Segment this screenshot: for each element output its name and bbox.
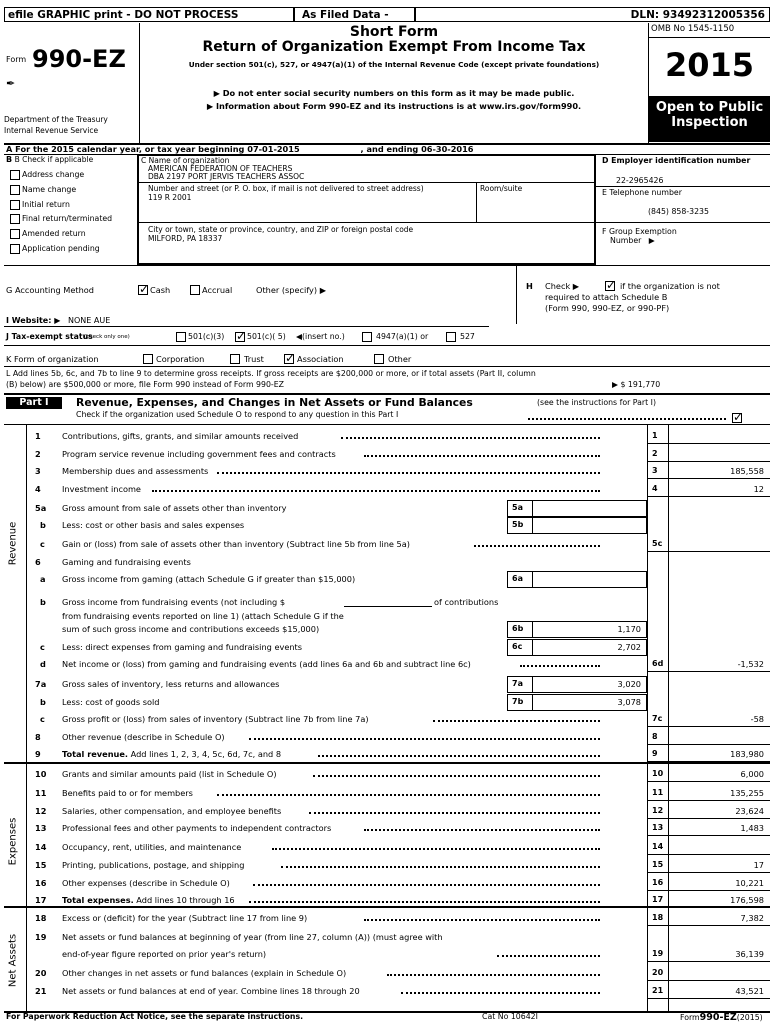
gross-receipts-line-2: (B) below) are $500,000 or more, file Form 990 instead of Form 990-EZ — [6, 380, 285, 389]
box-rule-27 — [647, 980, 770, 981]
box-number-21: 21 — [652, 986, 664, 995]
address-change-label: Address change — [22, 170, 85, 179]
sub-div-6c — [532, 639, 533, 656]
amount-13[interactable]: 1,483 — [740, 823, 764, 833]
leader-dots-17 — [313, 768, 600, 777]
open-public-label: Open to Public — [655, 100, 764, 115]
form-id-block — [4, 23, 139, 143]
association-checkbox[interactable] — [284, 354, 294, 364]
application-pending-checkbox[interactable] — [10, 244, 20, 254]
amended-return-label: Amended return — [22, 229, 86, 238]
501c-checkbox[interactable] — [235, 332, 245, 342]
line-number-22: 15 — [35, 860, 47, 870]
phone-value[interactable]: (845) 858-3235 — [648, 207, 709, 216]
line-number-9: b — [40, 597, 46, 607]
leader-dots-19 — [309, 805, 600, 814]
box-number-12: 12 — [652, 806, 664, 815]
address-change-checkbox[interactable] — [10, 170, 20, 180]
amount-19[interactable]: 36,139 — [735, 949, 764, 959]
line-number-7: 6 — [35, 557, 41, 567]
box-rule-21 — [647, 854, 770, 855]
final-return-checkbox[interactable] — [10, 214, 20, 224]
form-number: 990-EZ — [32, 45, 126, 73]
info-note: ▶ Information about Form 990-EZ and its instructions is at www.irs.gov/form990. — [206, 101, 582, 111]
sub-box-5a — [507, 500, 647, 517]
leader-dots-15 — [249, 731, 600, 740]
box-number-1: 1 — [652, 431, 658, 440]
line-label-26: Net assets or fund balances at beginning of year (from line 27, column (A)) (must agree with — [62, 932, 443, 942]
group-number-label: Number ▶ — [610, 236, 655, 245]
amended-return-checkbox[interactable] — [10, 229, 20, 239]
tax-year-begin: A For the 2015 calendar year, or tax year beginning 07-01-2015 — [6, 144, 300, 154]
street-label: Number and street (or P. O. box, if mail is not delivered to street address) — [148, 184, 424, 193]
box-number-5c: 5c — [652, 539, 663, 548]
line-label2-9: from fundraising events reported on line 1) (attach Schedule G if the — [62, 611, 344, 621]
form-prefix: Form — [6, 55, 27, 64]
tax-year: 2015 — [664, 46, 755, 84]
box-number-15: 15 — [652, 860, 664, 869]
accrual-label: Accrual — [202, 285, 233, 295]
leader-dots-23 — [253, 877, 600, 886]
box-rule-24 — [647, 907, 770, 908]
leader-dots-25 — [364, 912, 600, 921]
line-label-22: Printing, publications, postage, and shipping — [62, 860, 245, 870]
sub-amount-7b[interactable]: 3,078 — [617, 697, 641, 707]
box-rule-6 — [647, 551, 770, 552]
box-number-3: 3 — [652, 466, 658, 475]
part-i-tag: Part I — [6, 397, 62, 409]
line-number-25: 18 — [35, 913, 47, 923]
other-org-checkbox[interactable] — [374, 354, 384, 364]
amount-9[interactable]: 183,980 — [730, 749, 764, 759]
line-label-2: Membership dues and assessments — [62, 466, 209, 476]
line-number-24: 17 — [35, 895, 47, 905]
revenue-side-label: Revenue — [7, 521, 19, 566]
part-i-title-note: (see the instructions for Part I) — [537, 398, 656, 407]
leader-dots-20 — [364, 822, 600, 831]
box-number-18: 18 — [652, 913, 664, 922]
sub-amount-7a[interactable]: 3,020 — [617, 679, 641, 689]
leader-dots-0 — [341, 430, 600, 439]
filed-label: As Filed Data - — [302, 9, 389, 21]
paperwork-notice: For Paperwork Reduction Act Notice, see the separate instructions. — [6, 1012, 304, 1021]
line-label-6: Gain or (loss) from sale of assets other than inventory (Subtract line 5b from line 5a) — [62, 539, 410, 549]
line-label-15: Other revenue (describe in Schedule O) — [62, 732, 225, 742]
line-label-27: Other changes in net assets or fund balances (explain in Schedule O) — [62, 968, 347, 978]
amount-21[interactable]: 43,521 — [735, 986, 764, 996]
box-rule-28 — [647, 998, 770, 999]
schedule-o-checkbox[interactable] — [732, 413, 742, 423]
line-number-27: 20 — [35, 968, 47, 978]
leader-dots-24 — [249, 894, 600, 903]
box-rule-23 — [647, 890, 770, 891]
leader-dots-2 — [217, 465, 600, 474]
line-label-b-9: of contributions — [434, 597, 499, 607]
sub-div-6b — [532, 621, 533, 638]
trust-checkbox[interactable] — [230, 354, 240, 364]
net-assets-side-label: Net Assets — [7, 933, 19, 988]
4947-label: 4947(a)(1) or — [376, 332, 429, 341]
line-number-26: 19 — [35, 932, 47, 942]
box-rule-3 — [647, 496, 770, 497]
box-number-11: 11 — [652, 788, 664, 797]
line-label-1: Program service revenue including government fees and contracts — [62, 449, 336, 459]
website-value[interactable]: NONE AUE — [68, 316, 111, 325]
city-label: City or town, state or province, country, and ZIP or foreign postal code — [148, 225, 414, 234]
line-number-23: 16 — [35, 878, 47, 888]
527-label: 527 — [460, 332, 475, 341]
box-rule-2 — [647, 478, 770, 479]
amount-17[interactable]: 176,598 — [730, 895, 764, 905]
leader-dots-3 — [152, 483, 600, 492]
line-label-25: Excess or (deficit) for the year (Subtract line 17 from line 9) — [62, 913, 308, 923]
box-number-6d: 6d — [652, 659, 664, 668]
line-number-1: 2 — [35, 449, 41, 459]
other-method-label: Other (specify) ▶ — [256, 285, 326, 295]
sub-number-6c: 6c — [512, 642, 523, 651]
final-return-label: Final return/terminated — [22, 214, 113, 223]
gross-receipts-line-1: L Add lines 5b, 6c, and 7b to line 9 to determine gross receipts. If gross receipts are $200,000 or more, or if total assets (Part II, column — [6, 369, 536, 378]
box-number-13: 13 — [652, 823, 664, 832]
application-pending-label: Application pending — [22, 244, 100, 253]
line-number-19: 12 — [35, 806, 47, 816]
box-rule-20 — [647, 835, 770, 836]
line-number-6: c — [40, 539, 45, 549]
line-number-14: c — [40, 714, 45, 724]
501c3-label: 501(c)(3) — [188, 332, 225, 341]
line-number-21: 14 — [35, 842, 47, 852]
sub-number-5a: 5a — [512, 503, 523, 512]
name-change-checkbox[interactable] — [10, 185, 20, 195]
box-number-2: 2 — [652, 449, 658, 458]
association-label: Association — [297, 354, 344, 364]
leader-dots-1 — [364, 448, 600, 457]
line-label-24: Total expenses. Add lines 10 through 16 — [62, 895, 235, 905]
group-exemption-label: F Group Exemption — [602, 227, 677, 236]
schedule-o-check-line: Check if the organization used Schedule O to respond to any question in this Part I — [76, 410, 399, 419]
amount-10[interactable]: 6,000 — [740, 769, 764, 779]
line-number-11: d — [40, 659, 46, 669]
527-checkbox[interactable] — [446, 332, 456, 342]
amount-12[interactable]: 23,624 — [735, 806, 764, 816]
accrual-checkbox[interactable] — [190, 285, 200, 295]
line-number-8: a — [40, 574, 46, 584]
phone-label: E Telephone number — [602, 188, 682, 197]
line-number-17: 10 — [35, 769, 47, 779]
line-label-28: Net assets or fund balances at end of year. Combine lines 18 through 20 — [62, 986, 360, 996]
website-label: I Website: ▶ — [6, 316, 61, 325]
line-label-10: Less: direct expenses from gaming and fundraising events — [62, 642, 303, 652]
sub-div-5b — [532, 517, 533, 534]
leader-dots-18 — [217, 787, 600, 796]
line-label3-9: sum of such gross income and contributions exceeds $15,000) — [62, 624, 320, 634]
box-rule-22 — [647, 872, 770, 873]
amount-16[interactable]: 10,221 — [735, 878, 764, 888]
form-title: Short Form — [349, 24, 439, 40]
form-of-org-label: K Form of organization — [6, 354, 99, 364]
box-number-10: 10 — [652, 769, 664, 778]
org-name[interactable]: AMERICAN FEDERATION OF TEACHERS — [148, 164, 293, 173]
line-label-18: Benefits paid to or for members — [62, 788, 193, 798]
line-label-9: Gross income from fundraising events (not including $ — [62, 597, 286, 607]
line-label-11: Net income or (loss) from gaming and fundraising events (add lines 6a and 6b and subtract line 6c) — [62, 659, 471, 669]
street-value[interactable]: 119 R 2001 — [148, 193, 192, 202]
cash-label: Cash — [150, 285, 171, 295]
box-number-14: 14 — [652, 842, 664, 851]
line-label-0: Contributions, gifts, grants, and similar amounts received — [62, 431, 299, 441]
amount-15[interactable]: 17 — [753, 860, 764, 870]
line-label-13: Less: cost of goods sold — [62, 697, 160, 707]
section-b: B B Check if applicable — [6, 155, 94, 164]
box-rule-25 — [647, 925, 770, 926]
line-number-13: b — [40, 697, 46, 707]
tax-year-end: , and ending 06-30-2016 — [360, 144, 474, 154]
sub-amount-6c[interactable]: 2,702 — [617, 642, 641, 652]
box-number-4: 4 — [652, 484, 658, 493]
line-number-12: 7a — [35, 679, 47, 689]
sub-div-6a — [532, 571, 533, 588]
gross-receipts-amount[interactable]: ▶ $ 191,770 — [612, 380, 661, 389]
box-number-20: 20 — [652, 968, 664, 977]
sub-number-7b: 7b — [512, 697, 524, 706]
dept-label: Department of the Treasury — [4, 115, 108, 124]
line-label-7: Gaming and fundraising events — [62, 557, 191, 567]
box-number-9: 9 — [652, 749, 658, 758]
contrib-blank-9[interactable] — [344, 606, 432, 607]
501c-label: 501(c)( 5) — [247, 332, 286, 341]
line-label-20: Professional fees and other payments to independent contractors — [62, 823, 332, 833]
box-rule-11 — [647, 671, 770, 672]
amount-4[interactable]: 12 — [753, 484, 764, 494]
h-text-3: (Form 990, 990-EZ, or 990-PF) — [545, 303, 670, 313]
ssn-note: ▶ Do not enter social security numbers on this form as it may be made public. — [213, 88, 575, 98]
line-number-18: 11 — [35, 788, 47, 798]
ein-value[interactable]: 22-2965426 — [616, 176, 664, 185]
room-label: Room/suite — [480, 184, 523, 193]
sub-number-6b: 6b — [512, 624, 524, 633]
line-number-16: 9 — [35, 749, 41, 759]
box-rule-0 — [647, 443, 770, 444]
sub-box-5b — [507, 517, 647, 534]
box-number-19: 19 — [652, 949, 664, 958]
sub-box-6a — [507, 571, 647, 588]
leader-dots-26 — [497, 948, 600, 957]
box-number-17: 17 — [652, 895, 664, 904]
line-label-8: Gross income from gaming (attach Schedule G if greater than $15,000) — [62, 574, 356, 584]
line-label-5: Less: cost or other basis and sales expenses — [62, 520, 245, 530]
line-label-17: Grants and similar amounts paid (list in Schedule O) — [62, 769, 277, 779]
part-i-title: Revenue, Expenses, and Changes in Net Assets or Fund Balances — [76, 396, 473, 409]
schedule-b-checkbox[interactable] — [605, 281, 615, 291]
leader-dots-27 — [387, 967, 600, 976]
omb-number: OMB No 1545-1150 — [649, 24, 770, 38]
leader-dots-16 — [318, 748, 600, 757]
box-rule-15 — [647, 744, 770, 745]
amount-6d[interactable]: -1,532 — [737, 659, 764, 669]
line-number-5: b — [40, 520, 46, 530]
insert-no-label: ◀(insert no.) — [296, 332, 345, 341]
efile-icon: ✒ — [6, 77, 16, 90]
box-rule-17 — [647, 781, 770, 782]
line-number-4: 5a — [35, 503, 47, 513]
line-number-20: 13 — [35, 823, 47, 833]
line-label2-26: end-of-year figure reported on prior year's return) — [62, 949, 267, 959]
line-number-3: 4 — [35, 484, 41, 494]
line-number-28: 21 — [35, 986, 47, 996]
other-org-label: Other — [388, 354, 412, 364]
check-applicable-label: B Check if applicable — [14, 155, 94, 164]
h-text-1: if the organization is not — [620, 281, 720, 291]
line-label-4: Gross amount from sale of assets other than inventory — [62, 503, 287, 513]
corporation-label: Corporation — [156, 354, 205, 364]
tax-year-line — [6, 144, 474, 154]
org-name-label: C Name of organization — [141, 156, 230, 165]
box-rule-18 — [647, 800, 770, 801]
h-label: H — [526, 281, 533, 291]
form-title-block — [140, 24, 648, 111]
line-label-16: Total revenue. Add lines 1, 2, 3, 4, 5c, 6d, 7c, and 8 — [62, 749, 282, 759]
line-label-23: Other expenses (describe in Schedule O) — [62, 878, 230, 888]
line-label-14: Gross profit or (loss) from sales of inventory (Subtract line 7b from line 7a) — [62, 714, 369, 724]
line-label-12: Gross sales of inventory, less returns and allowances — [62, 679, 280, 689]
cat-number: Cat No 10642I — [482, 1012, 538, 1021]
form-footer-id: Form990-EZ(2015) — [680, 1012, 763, 1023]
h-text-2: required to attach Schedule B — [545, 292, 668, 302]
trust-label: Trust — [244, 354, 264, 364]
line-number-0: 1 — [35, 431, 41, 441]
box-rule-1 — [647, 461, 770, 462]
501c3-checkbox[interactable] — [176, 332, 186, 342]
leader-dots-28 — [401, 985, 600, 994]
irs-label: Internal Revenue Service — [4, 126, 99, 135]
box-rule-19 — [647, 818, 770, 819]
leader-dots-22 — [281, 859, 600, 868]
sub-number-5b: 5b — [512, 520, 524, 529]
tax-exempt-label: J Tax-exempt status — [6, 332, 93, 341]
cash-checkbox[interactable] — [138, 285, 148, 295]
line-number-10: c — [40, 642, 45, 652]
sub-number-7a: 7a — [512, 679, 523, 688]
line-label-3: Investment income — [62, 484, 141, 494]
amount-18[interactable]: 7,382 — [740, 913, 764, 923]
leader-dots-21 — [272, 841, 600, 850]
form-subtitle: Return of Organization Exempt From Income Tax — [202, 39, 586, 55]
initial-return-label: Initial return — [22, 200, 70, 209]
city-value[interactable]: MILFORD, PA 18337 — [148, 234, 223, 243]
year-block — [649, 24, 770, 144]
corporation-checkbox[interactable] — [143, 354, 153, 364]
box-rule-14 — [647, 726, 770, 727]
box-number-8: 8 — [652, 732, 658, 741]
check-only-one: (check only one) — [84, 334, 130, 340]
expenses-side-label: Expenses — [7, 817, 19, 866]
inspection-label: Inspection — [671, 115, 748, 130]
org-dba[interactable]: DBA 2197 PORT JERVIS TEACHERS ASSOC — [148, 172, 305, 181]
h-check-label: Check ▶ — [545, 281, 580, 291]
sub-div-5a — [532, 500, 533, 517]
initial-return-checkbox[interactable] — [10, 200, 20, 210]
efile-label: efile GRAPHIC print - DO NOT PROCESS — [8, 9, 239, 21]
sub-number-6a: 6a — [512, 574, 523, 583]
ein-label: D Employer identification number — [602, 156, 751, 165]
accounting-method-label: G Accounting Method — [6, 285, 94, 295]
line-number-2: 3 — [35, 466, 41, 476]
efile-banner — [4, 7, 770, 22]
box-rule-26 — [647, 961, 770, 962]
dln-label: DLN: 93492312005356 — [630, 9, 765, 21]
line-number-15: 8 — [35, 732, 41, 742]
line-label-21: Occupancy, rent, utilities, and maintenance — [62, 842, 242, 852]
box-number-16: 16 — [652, 878, 664, 887]
sub-div-7a — [532, 676, 533, 693]
amount-7c[interactable]: -58 — [750, 714, 764, 724]
amount-11[interactable]: 135,255 — [730, 788, 764, 798]
leader-dots-11 — [520, 658, 600, 667]
box-rule-16 — [647, 761, 770, 762]
amount-3[interactable]: 185,558 — [730, 466, 764, 476]
under-section: Under section 501(c), 527, or 4947(a)(1) of the Internal Revenue Code (except private foundations) — [188, 60, 600, 69]
leader-dots-6 — [474, 538, 600, 547]
4947-checkbox[interactable] — [362, 332, 372, 342]
box-number-7c: 7c — [652, 714, 663, 723]
sub-div-7b — [532, 694, 533, 711]
leader-dots-14 — [433, 713, 600, 722]
line-label-19: Salaries, other compensation, and employee benefits — [62, 806, 282, 816]
sub-amount-6b[interactable]: 1,170 — [617, 624, 641, 634]
name-change-label: Name change — [22, 185, 77, 194]
